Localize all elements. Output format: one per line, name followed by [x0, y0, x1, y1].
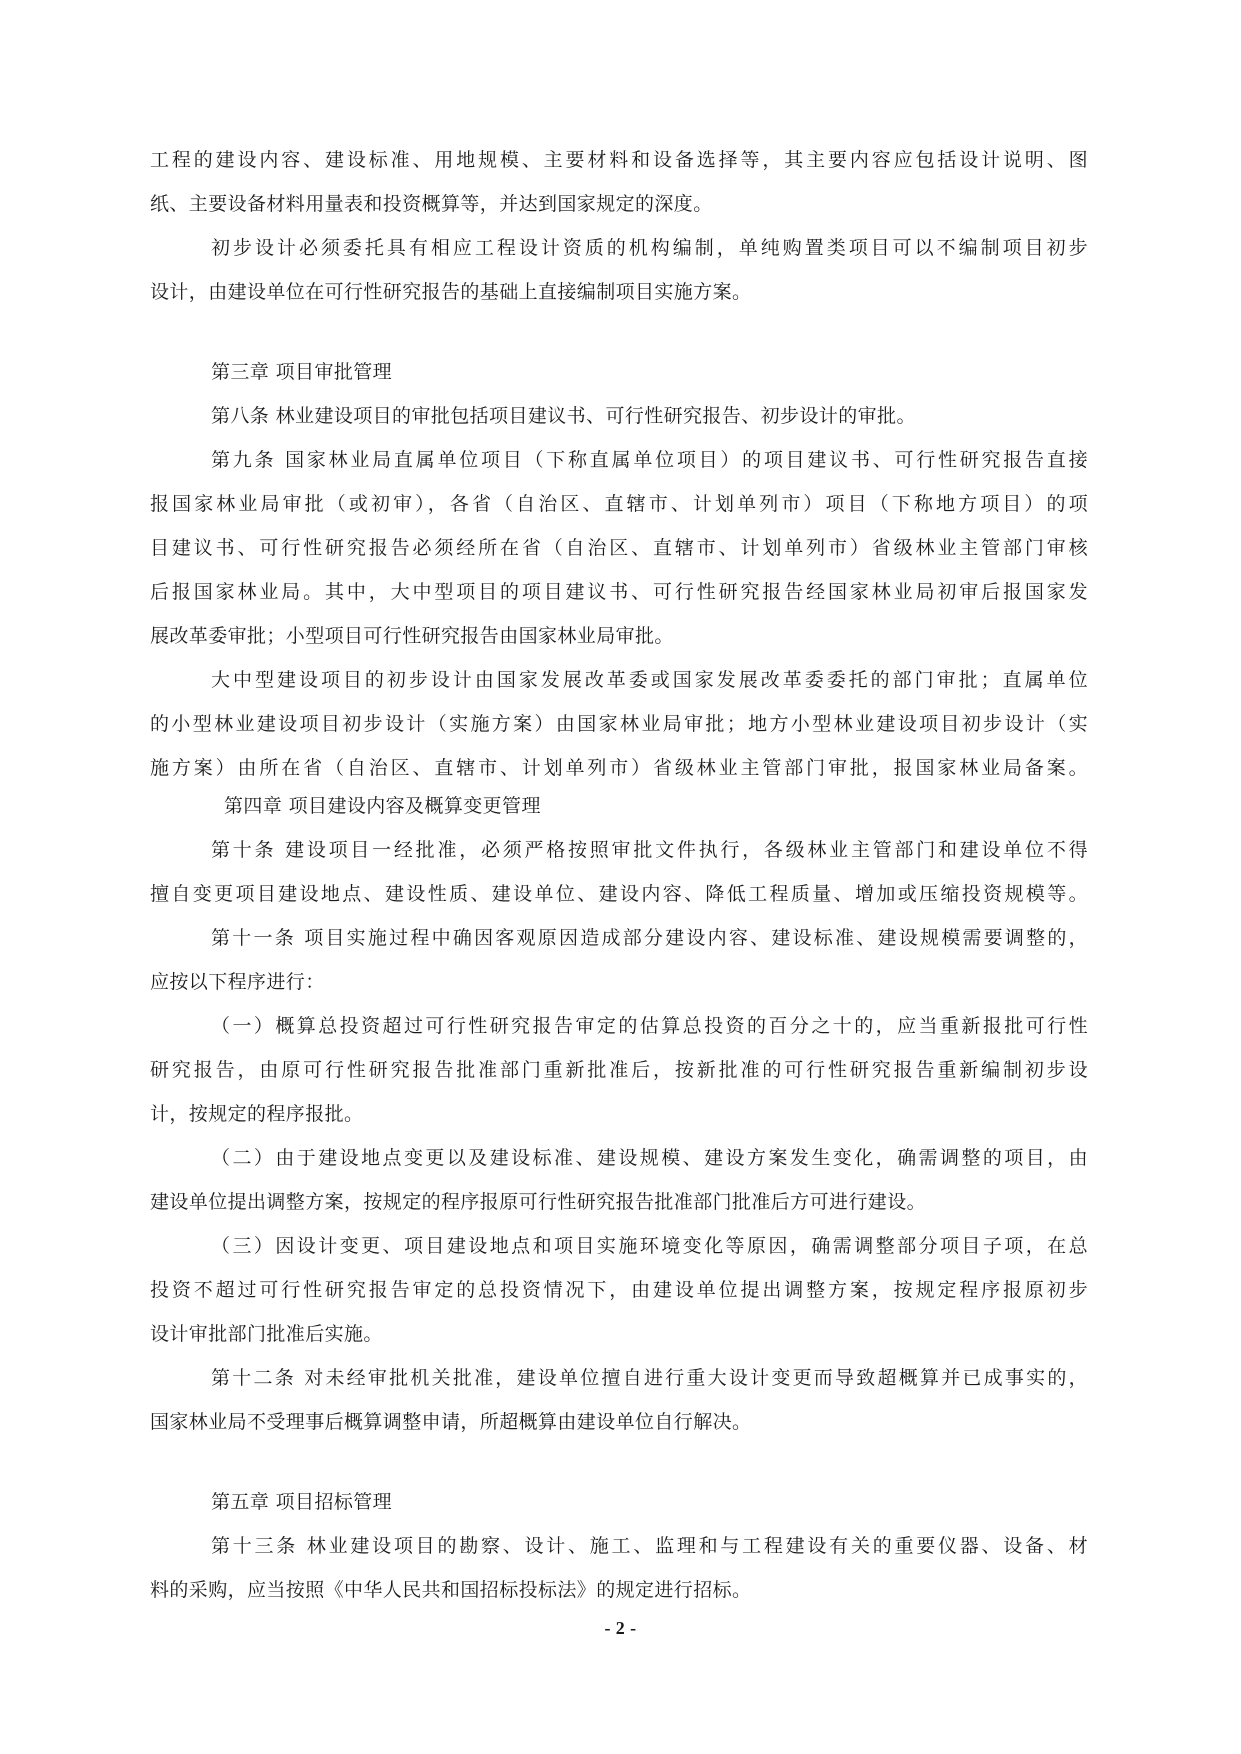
paragraph-line: 第十二条 对未经审批机关批准，建设单位擅自进行重大设计变更而导致超概算并已成事实的， [211, 1367, 1088, 1389]
paragraph-line: （一）概算总投资超过可行性研究报告审定的估算总投资的百分之十的，应当重新报批可行性 [211, 1015, 1088, 1037]
paragraph-line: 应按以下程序进行： [150, 971, 325, 993]
paragraph-line: 第八条 林业建设项目的审批包括项目建议书、可行性研究报告、初步设计的审批。 [211, 405, 916, 427]
paragraph-line: 目建议书、可行性研究报告必须经所在省（自治区、直辖市、计划单列市）省级林业主管部门审核 [150, 537, 1088, 559]
paragraph-line: 料的采购，应当按照《中华人民共和国招标投标法》的规定进行招标。 [150, 1579, 752, 1601]
paragraph-line: 计，按规定的程序报批。 [150, 1103, 364, 1125]
paragraph-line: 第十一条 项目实施过程中确因客观原因造成部分建设内容、建设标准、建设规模需要调整的， [211, 927, 1088, 949]
chapter-heading: 第四章 项目建设内容及概算变更管理 [224, 795, 541, 817]
paragraph-line: 设计审批部门批准后实施。 [150, 1323, 383, 1345]
paragraph-line: 研究报告，由原可行性研究报告批准部门重新批准后，按新批准的可行性研究报告重新编制初步设 [150, 1059, 1088, 1081]
paragraph-line: 第十条 建设项目一经批准，必须严格按照审批文件执行，各级林业主管部门和建设单位不得 [211, 839, 1088, 861]
paragraph-line: 展改革委审批；小型项目可行性研究报告由国家林业局审批。 [150, 625, 674, 647]
chapter-heading: 第五章 项目招标管理 [211, 1491, 393, 1513]
paragraph-line: 擅自变更项目建设地点、建设性质、建设单位、建设内容、降低工程质量、增加或压缩投资规模等。 [150, 883, 1088, 905]
paragraph-line: 工程的建设内容、建设标准、用地规模、主要材料和设备选择等，其主要内容应包括设计说明、图 [150, 149, 1088, 171]
paragraph-line: 投资不超过可行性研究报告审定的总投资情况下，由建设单位提出调整方案，按规定程序报原初步 [150, 1279, 1088, 1301]
paragraph-line: 设计，由建设单位在可行性研究报告的基础上直接编制项目实施方案。 [150, 281, 752, 303]
paragraph-line: 报国家林业局审批（或初审），各省（自治区、直辖市、计划单列市）项目（下称地方项目）的项 [150, 493, 1088, 515]
paragraph-line: 纸、主要设备材料用量表和投资概算等，并达到国家规定的深度。 [150, 193, 713, 215]
paragraph-line: 后报国家林业局。其中，大中型项目的项目建议书、可行性研究报告经国家林业局初审后报国家发 [150, 581, 1088, 603]
paragraph-line: 施方案）由所在省（自治区、直辖市、计划单列市）省级林业主管部门审批，报国家林业局备案。 [150, 757, 1088, 779]
paragraph-line: 第十三条 林业建设项目的勘察、设计、施工、监理和与工程建设有关的重要仪器、设备、材 [211, 1535, 1088, 1557]
paragraph-line: 初步设计必须委托具有相应工程设计资质的机构编制，单纯购置类项目可以不编制项目初步 [211, 237, 1088, 259]
page-number: - 2 - [604, 1618, 637, 1638]
paragraph-line: 第九条 国家林业局直属单位项目（下称直属单位项目）的项目建议书、可行性研究报告直接 [211, 449, 1088, 471]
paragraph-line: （二）由于建设地点变更以及建设标准、建设规模、建设方案发生变化，确需调整的项目，由 [211, 1147, 1088, 1169]
paragraph-line: 的小型林业建设项目初步设计（实施方案）由国家林业局审批；地方小型林业建设项目初步设计（实 [150, 713, 1088, 735]
paragraph-line: 大中型建设项目的初步设计由国家发展改革委或国家发展改革委委托的部门审批；直属单位 [211, 669, 1088, 691]
paragraph-line: 建设单位提出调整方案，按规定的程序报原可行性研究报告批准部门批准后方可进行建设。 [150, 1191, 927, 1213]
paragraph-line: （三）因设计变更、项目建设地点和项目实施环境变化等原因，确需调整部分项目子项，在总 [211, 1235, 1088, 1257]
paragraph-line: 国家林业局不受理事后概算调整申请，所超概算由建设单位自行解决。 [150, 1411, 752, 1433]
chapter-heading: 第三章 项目审批管理 [211, 361, 393, 383]
